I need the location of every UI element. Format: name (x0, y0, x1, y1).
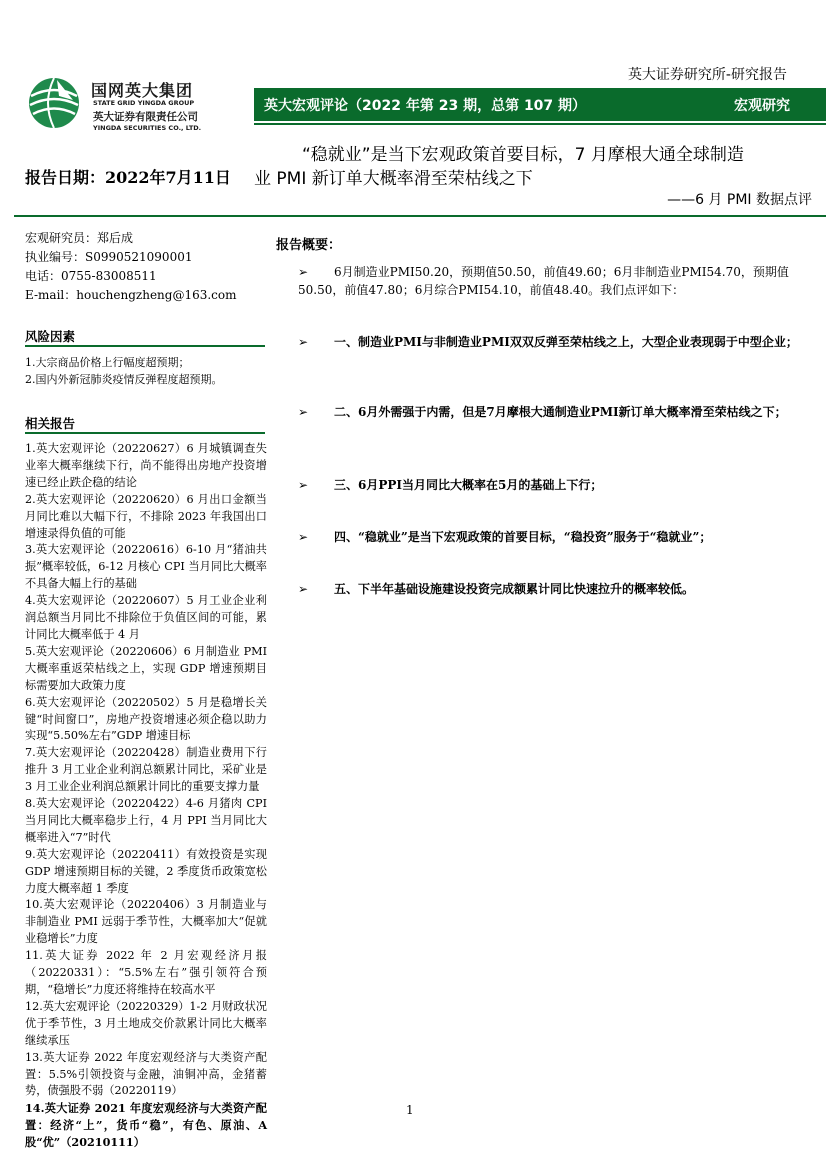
header-rule (254, 123, 826, 125)
related-report-item: 10.英大宏观评论（20220406）3 月制造业与非制造业 PMI 远弱于季节性，大概率加大“促就业稳增长”力度 (25, 898, 267, 946)
arrow-bullet-icon: ➢ (298, 582, 309, 596)
summary-bullet-text: 一、制造业PMI与非制造业PMI双双反弹至荣枯线之上，大型企业表现弱于中型企业； (334, 335, 798, 349)
title-line-2: 业 PMI 新订单大概率滑至荣枯线之下 (254, 169, 533, 189)
analyst-name: 宏观研究员：郑后成 (25, 231, 134, 245)
risk-heading: 风险因素 (25, 329, 76, 344)
report-subtitle: ——6 月 PMI 数据点评 (667, 192, 812, 208)
page-number: 1 (406, 1103, 414, 1117)
logo-cn-name: 国网英大集团 (91, 81, 194, 100)
summary-bullet (298, 580, 806, 598)
analyst-phone: 电话：0755-83008511 (25, 269, 157, 283)
logo-en-name: STATE GRID YINGDA GROUP (93, 99, 195, 107)
arrow-bullet-icon: ➢ (298, 335, 309, 349)
related-report-item: 12.英大宏观评论（20220329）1-2 月财政状况优于季节性，3 月土地成交价款累计同比大概率继续承压 (25, 999, 267, 1047)
summary-bullet-text: 二、6月外需强于内需，但是7月摩根大通制造业PMI新订单大概率滑至荣枯线之下； (334, 405, 787, 419)
arrow-bullet-icon: ➢ (298, 265, 309, 279)
arrow-bullet-icon: ➢ (298, 405, 309, 419)
report-category: 宏观研究 (734, 98, 790, 114)
risk-rule (25, 345, 265, 347)
related-report-item: 13.英大证券 2022 年度宏观经济与大类资产配置：5.5%引领投资与金融，油铜冲高，金猪蓄势，债强股不弱（20220119） (25, 1050, 267, 1098)
related-report-item: 1.英大宏观评论（20220627）6 月城镇调查失业率大概率继续下行，尚不能得出房地产投资增速已经止跌企稳的结论 (25, 442, 267, 489)
related-report-item: 14.英大证券 2021 年度宏观经济与大类资产配置：经济“上”，货币“稳”，有色、原油、A 股“优”（20210111） (25, 1101, 267, 1150)
related-report-item: 5.英大宏观评论（20220606）6 月制造业 PMI 大概率重返荣枯线之上，实现 GDP 增速预期目标需要加大政策力度 (25, 644, 267, 692)
related-report-item: 3.英大宏观评论（20220616）6-10 月“猪油共振”概率较低，6-12 月核心 CPI 当月同比大概率不具备大幅上行的基础 (25, 543, 267, 591)
summary-bullet-text: 五、下半年基础设施建设投资完成额累计同比快速拉升的概率较低。 (334, 582, 695, 596)
related-report-item: 6.英大宏观评论（20220502）5 月是稳增长关键“时间窗口”，房地产投资增速必须企稳以助力实现“5.50%左右”GDP 增速目标 (25, 695, 267, 743)
related-report-item: 8.英大宏观评论（20220422）4-6 月猪肉 CPI 当月同比大概率稳步上行，4 月 PPI 当月同比大概率进入“7”时代 (25, 797, 267, 844)
summary-bullet-text: 四、“稳就业”是当下宏观政策的首要目标，“稳投资”服务于“稳就业”； (334, 530, 712, 544)
report-date: 报告日期：2022年7月11日 (25, 168, 231, 187)
report-series: 英大宏观评论（2022 年第 23 期，总第 107 期） (264, 98, 587, 114)
related-reports-list (25, 441, 267, 1151)
summary-bullet (298, 528, 806, 546)
arrow-bullet-icon: ➢ (298, 530, 309, 544)
summary-bullet-text: 6月制造业PMI50.20，预期值50.50，前值49.60；6月非制造业PMI54.70，预期值50.50，前值47.80；6月综合PMI54.10，前值48.40。我们点评如下： (298, 265, 789, 297)
arrow-bullet-icon: ➢ (298, 478, 309, 492)
related-report-item: 9.英大宏观评论（20220411）有效投资是实现 GDP 增速预期目标的关键，2 季度货币政策宽松力度大概率超 1 季度 (25, 847, 267, 895)
report-title (254, 143, 818, 191)
summary-bullet (298, 403, 806, 421)
risk-item: 2.国内外新冠肺炎疫情反弹程度超预期。 (25, 373, 223, 386)
header-bar (254, 88, 826, 121)
related-report-item: 11.英大证券 2022 年 2 月宏观经济月报（20220331）：“5.5%左右”强引领符合预期，“稳增长”力度还将维持在较高水平 (25, 949, 267, 996)
summary-bullet (298, 333, 806, 351)
related-report-item: 4.英大宏观评论（20220607）5 月工业企业利润总额当月同比不排除位于负值区间的可能，累计同比大概率低于 4 月 (25, 594, 267, 641)
risk-list (25, 354, 223, 388)
globe-logo-icon (27, 76, 81, 130)
risk-item: 1.大宗商品价格上行幅度超预期； (25, 356, 190, 369)
logo-sub-cn: 英大证券有限责任公司 (93, 111, 198, 123)
summary-bullet (298, 263, 806, 299)
title-line-1: “稳就业”是当下宏观政策首要目标，7 月摩根大通全球制造 (302, 145, 744, 165)
summary-bullet (298, 476, 806, 494)
company-logo (27, 72, 237, 138)
summary-heading: 报告概要： (276, 238, 342, 253)
related-report-item: 2.英大宏观评论（20220620）6 月出口金额当月同比难以大幅下行，不排除 2023 年我国出口增速录得负值的可能 (25, 492, 267, 540)
analyst-info (25, 229, 237, 305)
header-org: 英大证券研究所-研究报告 (627, 67, 787, 83)
logo-sub-en: YINGDA SECURITIES CO., LTD. (93, 124, 202, 132)
summary-bullet-text: 三、6月PPI当月同比大概率在5月的基础上下行； (334, 478, 603, 492)
related-report-item: 7.英大宏观评论（20220428）制造业费用下行推升 3 月工业企业利润总额累计同比，采矿业是 3 月工业企业利润总额累计同比的重要支撑力量 (25, 746, 267, 794)
title-divider (14, 215, 826, 217)
analyst-email: E-mail：houchengzheng@163.com (25, 288, 237, 302)
related-heading: 相关报告 (25, 416, 76, 431)
related-rule (25, 432, 265, 434)
analyst-license: 执业编号：S0990521090001 (25, 250, 193, 264)
